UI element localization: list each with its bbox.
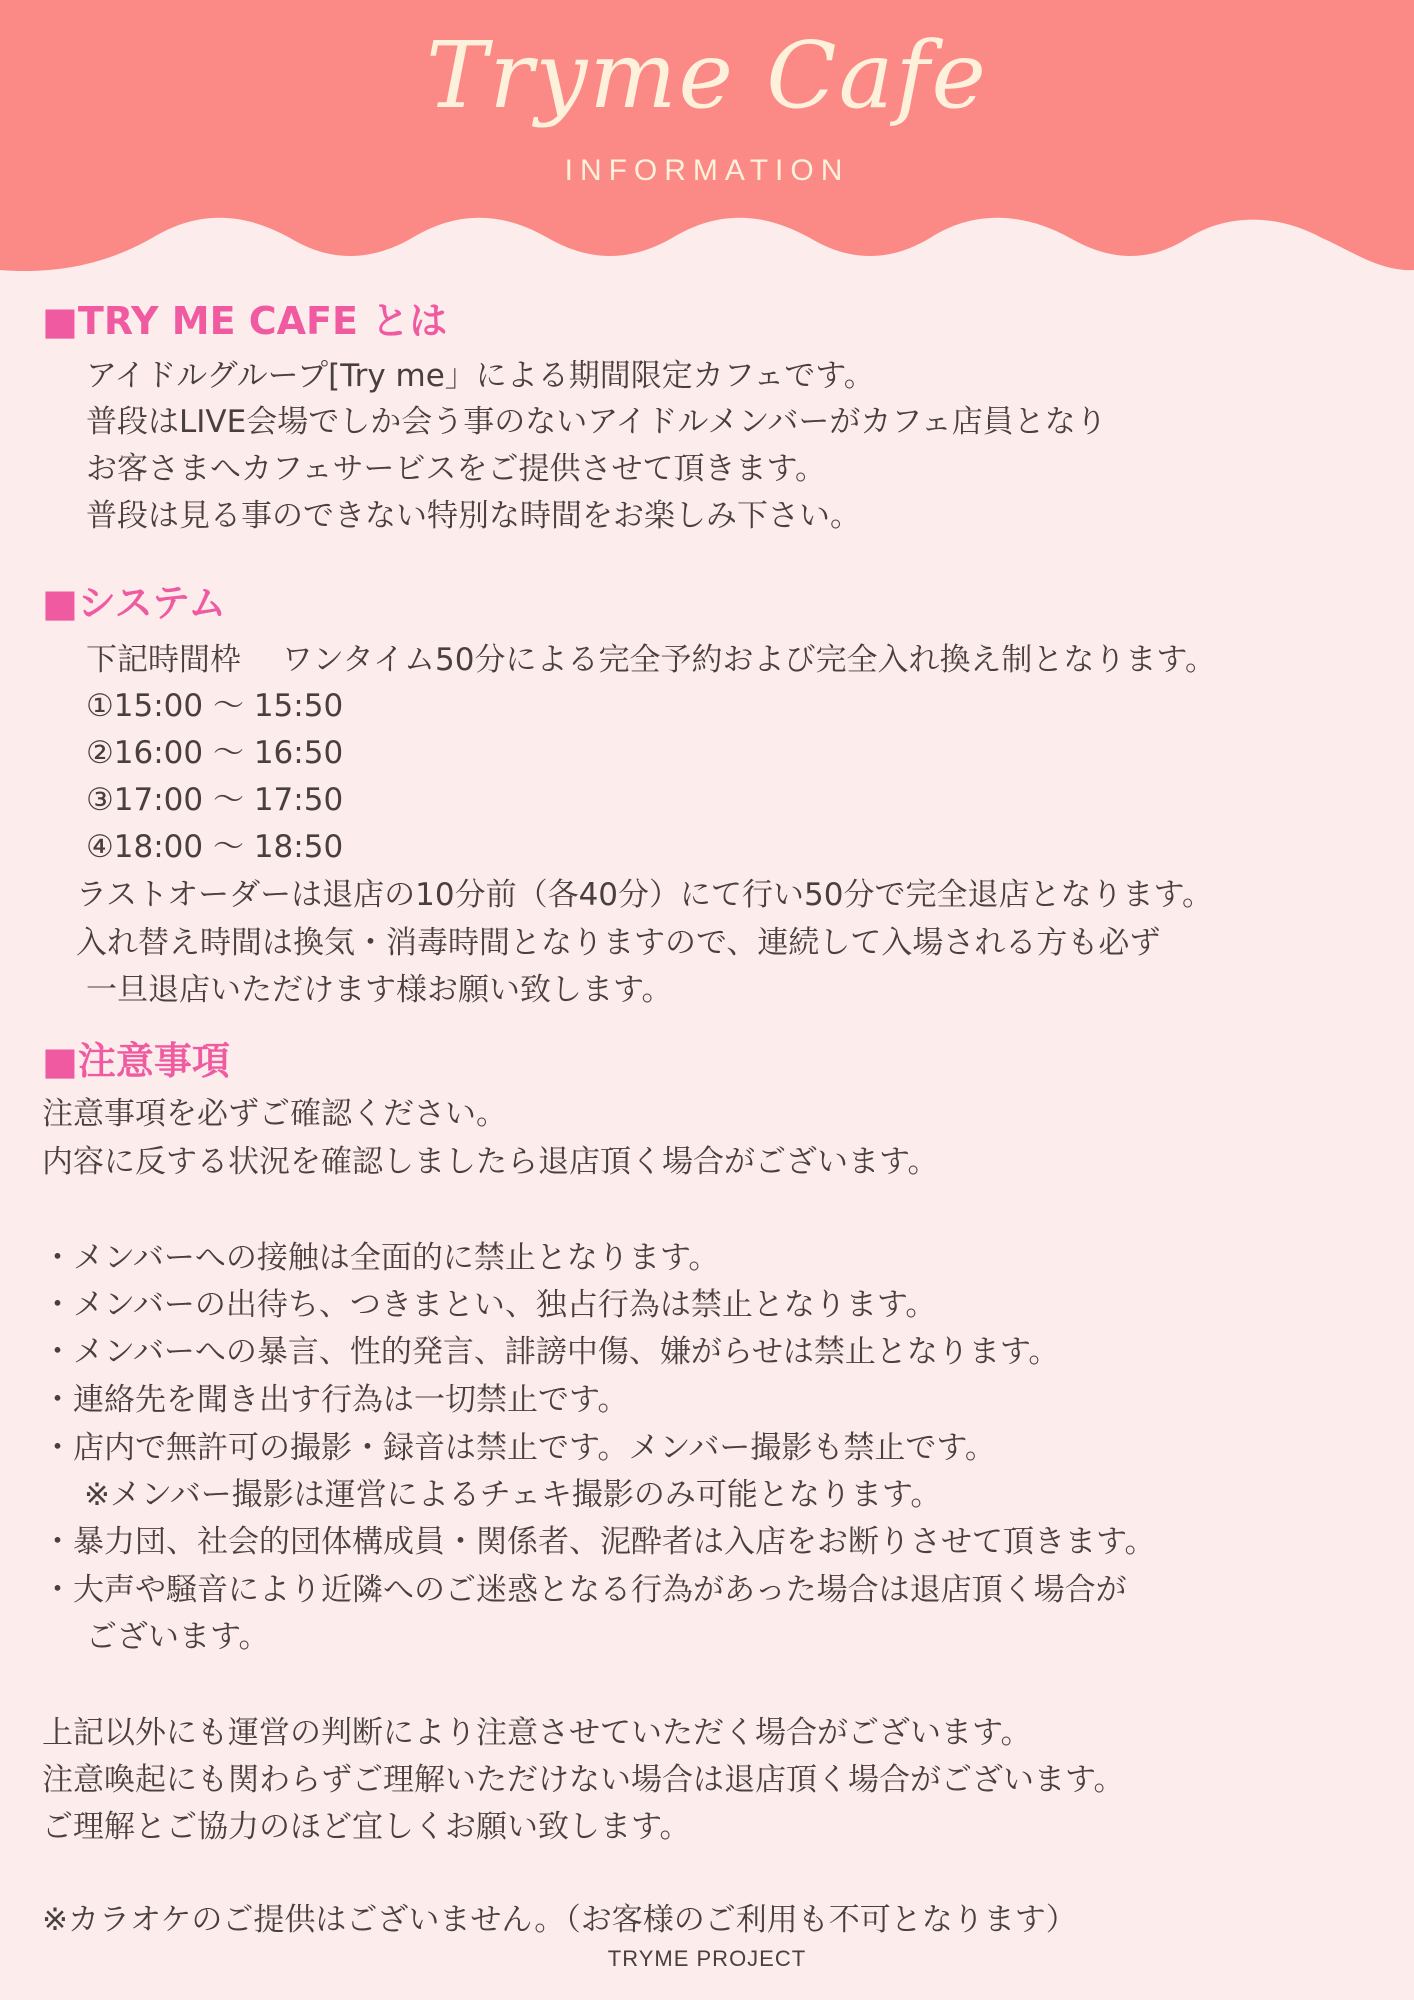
caution-rule: ・大声や騒音により近隣へのご迷惑となる行為があった場合は退店頂く場合が xyxy=(42,1572,1127,1608)
footer-credit: TRYME PROJECT xyxy=(607,1946,807,1971)
about-line: 普段はLIVE会場でしか会う事のないアイドルメンバーがカフェ店員となり xyxy=(86,404,1107,440)
closing-line: ご理解とご協力のほど宜しくお願い致します。 xyxy=(42,1809,691,1845)
system-note: 一旦退店いただけます様お願い致します。 xyxy=(86,972,673,1008)
about-line: 普段は見る事のできない特別な時間をお楽しみ下さい。 xyxy=(86,498,861,534)
time-slot: ②16:00 〜 16:50 xyxy=(86,735,344,771)
about-line: アイドルグループ[Try me」による期間限定カフェです。 xyxy=(86,358,875,394)
caution-rule: ・店内で無許可の撮影・録音は禁止です。メンバー撮影も禁止です。 xyxy=(42,1430,996,1466)
caution-rule: ・暴力団、社会的団体構成員・関係者、泥酔者は入店をお断りさせて頂きます。 xyxy=(42,1524,1156,1560)
cautions-intro: 注意事項を必ずご確認ください。 xyxy=(42,1096,507,1132)
system-note: ラストオーダーは退店の10分前（各40分）にて行い50分で完全退店となります。 xyxy=(76,877,1213,913)
about-heading: ■TRY ME CAFE とは xyxy=(42,299,448,343)
header-subtitle: INFORMATION xyxy=(564,154,850,187)
caution-rule: ・メンバーへの接触は全面的に禁止となります。 xyxy=(42,1240,720,1276)
cautions-intro: 内容に反する状況を確認しましたら退店頂く場合がございます。 xyxy=(42,1144,939,1180)
closing-line: 上記以外にも運営の判断により注意させていただく場合がございます。 xyxy=(42,1715,1032,1751)
time-slot: ④18:00 〜 18:50 xyxy=(86,829,344,865)
system-heading: ■システム xyxy=(42,581,227,625)
system-intro: 下記時間枠 ワンタイム50分による完全予約および完全入れ換え制となります。 xyxy=(86,642,1216,678)
caution-rule-note: ※メンバー撮影は運営によるチェキ撮影のみ可能となります。 xyxy=(84,1477,942,1513)
cautions-heading: ■注意事項 xyxy=(42,1039,230,1083)
closing-line: 注意喚起にも関わらずご理解いただけない場合は退店頂く場合がございます。 xyxy=(42,1762,1125,1798)
system-note: 入れ替え時間は換気・消毒時間となりますので、連続して入場される方も必ず xyxy=(76,925,1161,961)
about-line: お客さまへカフェサービスをご提供させて頂きます。 xyxy=(86,451,826,487)
brand-title: Tryme Cafe xyxy=(426,22,988,129)
caution-rule: ・連絡先を聞き出す行為は一切禁止です。 xyxy=(42,1382,629,1418)
caution-rule: ・メンバーの出待ち、つきまとい、独占行為は禁止となります。 xyxy=(42,1287,937,1323)
time-slot: ①15:00 〜 15:50 xyxy=(86,688,344,724)
caution-rule: ございます。 xyxy=(86,1619,270,1655)
caution-rule: ・メンバーへの暴言、性的発言、誹謗中傷、嫌がらせは禁止となります。 xyxy=(42,1334,1060,1370)
karaoke-note: ※カラオケのご提供はございません。（お客様のご利用も不可となります） xyxy=(42,1902,1077,1938)
time-slot: ③17:00 〜 17:50 xyxy=(86,782,344,818)
